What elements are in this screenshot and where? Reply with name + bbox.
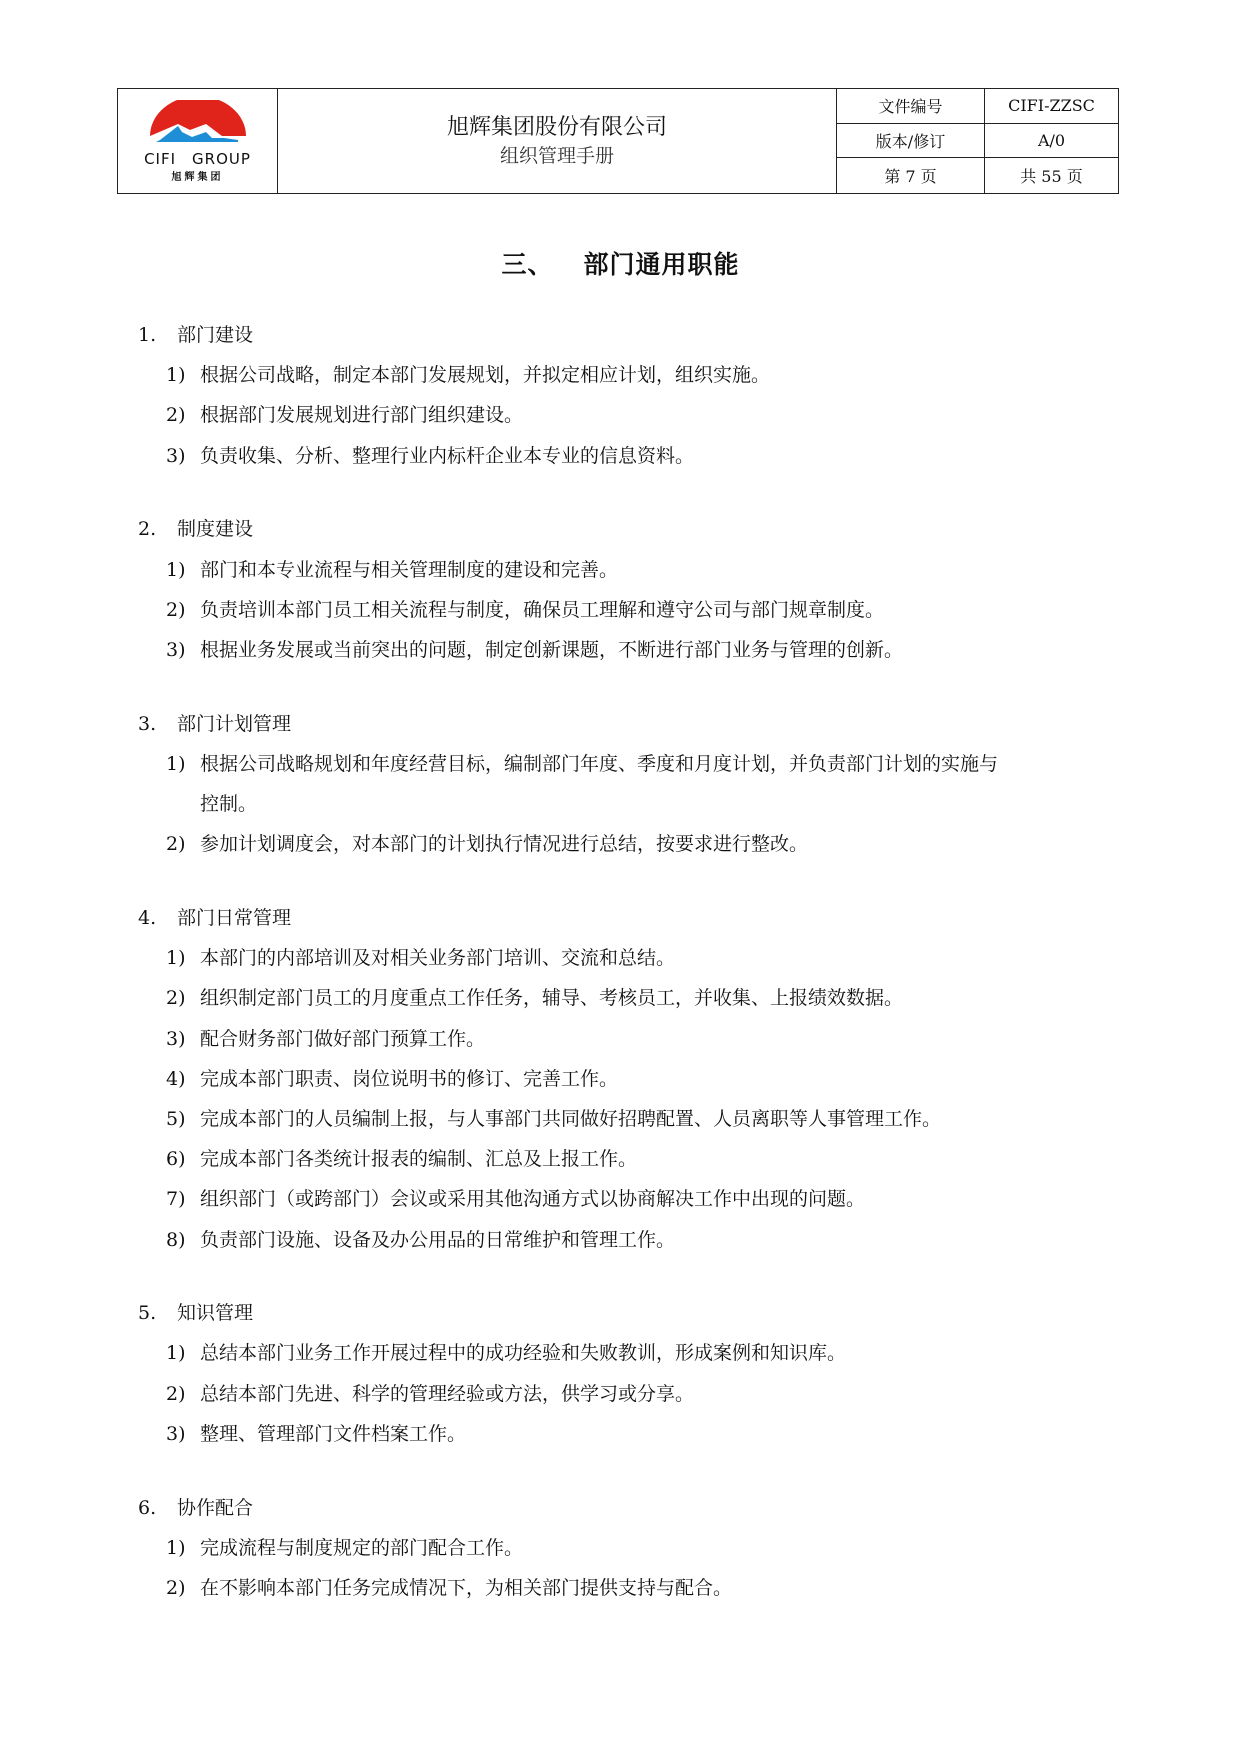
- item-number: 2): [166, 404, 186, 427]
- item-text: 负责培训本部门员工相关流程与制度，确保员工理解和遵守公司与部门规章制度。: [200, 598, 885, 621]
- list-item: [166, 558, 618, 582]
- header-title-cell: [278, 89, 837, 193]
- item-number: 6): [166, 1148, 186, 1171]
- item-number: 1): [166, 558, 186, 581]
- item-text: 总结本部门业务工作开展过程中的成功经验和失败教训，形成案例和知识库。: [200, 1342, 847, 1365]
- item-text: 组织制定部门员工的月度重点工作任务，辅导、考核员工，并收集、上报绩效数据。: [200, 987, 904, 1010]
- item-number: 1): [166, 364, 186, 387]
- list-item: [166, 1228, 675, 1252]
- list-item: [166, 752, 998, 776]
- group-number: 1.: [138, 324, 157, 346]
- document-meta-table: [837, 89, 1118, 193]
- list-item: [166, 363, 770, 387]
- group-number: 5.: [138, 1302, 157, 1325]
- item-number: 2): [166, 1382, 186, 1405]
- list-item: [166, 598, 884, 622]
- item-text: 根据部门发展规划进行部门组织建设。: [200, 404, 524, 427]
- item-text: 完成流程与制度规定的部门配合工作。: [200, 1536, 524, 1559]
- list-item: [166, 946, 675, 970]
- item-number: 7): [166, 1188, 186, 1211]
- group-heading: [138, 712, 291, 736]
- item-text: 根据公司战略规划和年度经营目标，编制部门年度、季度和月度计划，并负责部门计划的实施与: [200, 752, 999, 775]
- group-title: 协作配合: [177, 1496, 254, 1519]
- item-text: 根据业务发展或当前突出的问题，制定创新课题，不断进行部门业务与管理的创新。: [200, 638, 904, 661]
- group-title: 知识管理: [177, 1302, 254, 1325]
- item-text: 根据公司战略，制定本部门发展规划，并拟定相应计划，组织实施。: [200, 364, 771, 387]
- item-text: 负责收集、分析、整理行业内标杆企业本专业的信息资料。: [200, 444, 695, 467]
- list-item: [166, 444, 694, 468]
- company-logo: [118, 89, 278, 193]
- list-item: [166, 1576, 732, 1600]
- item-text: 整理、管理部门文件档案工作。: [200, 1422, 467, 1445]
- item-text: 组织部门（或跨部门）会议或采用其他沟通方式以协商解决工作中出现的问题。: [200, 1188, 866, 1211]
- item-text: 完成本部门职责、岗位说明书的修订、完善工作。: [200, 1067, 619, 1090]
- group-title: 制度建设: [177, 518, 254, 541]
- version-value: A/0: [985, 124, 1118, 159]
- list-item: [166, 1067, 618, 1091]
- list-item: [166, 986, 903, 1010]
- group-heading: [138, 906, 291, 930]
- list-item: [166, 1422, 466, 1446]
- item-number: 2): [166, 987, 186, 1010]
- item-text: 负责部门设施、设备及办公用品的日常维护和管理工作。: [200, 1228, 676, 1251]
- group-number: 2.: [138, 518, 157, 541]
- list-item: [166, 1147, 637, 1171]
- list-item: [166, 1027, 485, 1051]
- list-item: [166, 1341, 846, 1365]
- item-number: 3): [166, 638, 186, 661]
- item-number: 3): [166, 444, 186, 467]
- item-number: 2): [166, 598, 186, 621]
- logo-mark-icon: [142, 100, 254, 148]
- item-number: 4): [166, 1067, 186, 1090]
- group-number: 4.: [138, 906, 157, 929]
- item-text: 控制。: [200, 793, 258, 815]
- document-header: [117, 88, 1119, 194]
- version-label: 版本/修订: [837, 124, 985, 159]
- group-title: 部门计划管理: [177, 712, 292, 735]
- item-text: 总结本部门先进、科学的管理经验或方法，供学习或分享。: [200, 1382, 695, 1405]
- group-heading: [138, 323, 253, 347]
- company-name: 旭辉集团股份有限公司: [446, 115, 667, 140]
- group-heading: [138, 517, 253, 541]
- list-item: [166, 403, 523, 427]
- section-number: 三、: [501, 250, 554, 279]
- group-number: 3.: [138, 712, 157, 735]
- list-item: [166, 1536, 523, 1560]
- group-number: 6.: [138, 1496, 157, 1519]
- item-number: 1): [166, 1342, 186, 1365]
- logo-english: CIFI GROUP: [144, 149, 251, 168]
- item-text: 本部门的内部培训及对相关业务部门培训、交流和总结。: [200, 947, 676, 970]
- item-number: 5): [166, 1107, 186, 1130]
- item-text: 配合财务部门做好部门预算工作。: [200, 1027, 486, 1050]
- item-number: 3): [166, 1422, 186, 1445]
- item-text: 参加计划调度会，对本部门的计划执行情况进行总结，按要求进行整改。: [200, 833, 809, 856]
- list-item: [166, 638, 903, 662]
- logo-chinese: 旭辉集团: [171, 171, 224, 183]
- item-text: 部门和本专业流程与相关管理制度的建设和完善。: [200, 558, 619, 581]
- item-number: 2): [166, 833, 186, 856]
- item-number: 1): [166, 1536, 186, 1559]
- manual-name: 组织管理手册: [499, 145, 614, 167]
- item-number: 8): [166, 1228, 186, 1251]
- item-number: 1): [166, 752, 186, 775]
- doc-number-label: 文件编号: [837, 89, 985, 124]
- item-number: 3): [166, 1027, 186, 1050]
- list-item: [166, 832, 808, 856]
- page-number: 第 7 页: [837, 158, 985, 193]
- total-pages: 共 55 页: [1020, 167, 1083, 187]
- group-heading: [138, 1496, 253, 1520]
- list-item: [166, 1107, 941, 1131]
- group-title: 部门建设: [177, 324, 254, 346]
- list-item: [166, 1187, 865, 1211]
- item-number: 2): [166, 1576, 186, 1599]
- item-text: 完成本部门各类统计报表的编制、汇总及上报工作。: [200, 1148, 638, 1171]
- item-text: 在不影响本部门任务完成情况下，为相关部门提供支持与配合。: [200, 1576, 733, 1599]
- item-number: 1): [166, 947, 186, 970]
- group-title: 部门日常管理: [177, 906, 292, 929]
- list-item: [166, 1382, 694, 1406]
- section-title: [0, 245, 1241, 281]
- list-item-continuation: [200, 792, 257, 816]
- item-text: 完成本部门的人员编制上报，与人事部门共同做好招聘配置、人员离职等人事管理工作。: [200, 1107, 942, 1130]
- group-heading: [138, 1301, 253, 1325]
- doc-number-value: CIFI-ZZSC: [985, 89, 1118, 124]
- section-title-text: 部门通用职能: [583, 250, 740, 279]
